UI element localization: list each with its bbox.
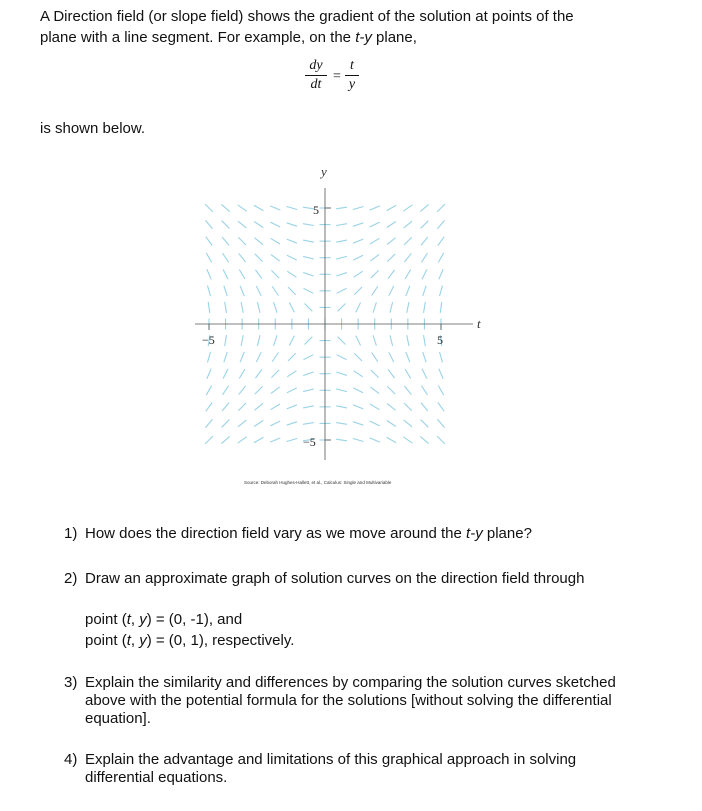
slope-segment — [423, 352, 426, 362]
slope-segment — [238, 237, 246, 245]
question-3-text: Explain the similarity and differences by comparing the solution curves sketched above with the potential formula for the solutions [without solving the differential equation]. — [85, 674, 616, 727]
slope-segment — [336, 439, 347, 441]
slope-segment — [437, 436, 445, 444]
slope-segment — [387, 386, 395, 394]
slope-segment — [370, 404, 379, 410]
slope-segment — [274, 335, 277, 345]
slope-segment — [389, 286, 394, 296]
slope-segment — [205, 204, 213, 212]
slope-segment — [254, 222, 263, 228]
point-2 — [85, 632, 294, 649]
slope-segment — [274, 302, 277, 312]
slope-segment — [421, 253, 427, 262]
y-axis-label: y — [321, 164, 327, 179]
slope-segment — [238, 420, 246, 427]
slope-segment — [287, 239, 297, 243]
slope-segment — [407, 335, 409, 346]
slope-segment — [370, 222, 380, 227]
slope-segment — [205, 436, 213, 444]
intro-line-2-suffix: plane, — [371, 29, 417, 46]
slope-segment — [256, 352, 261, 362]
slope-segment — [240, 352, 244, 362]
point-1-t: t — [126, 611, 131, 628]
slope-segment — [287, 271, 296, 277]
direction-field — [185, 160, 505, 480]
t-tick-label-neg: −5 — [202, 333, 215, 347]
slope-segment — [287, 223, 297, 226]
fraction-t-y — [345, 58, 359, 93]
slope-segment — [439, 286, 442, 297]
slope-segment — [303, 224, 314, 226]
y-tick-label-pos: 5 — [313, 203, 319, 217]
point-1-y: y — [139, 611, 147, 628]
slope-segment — [205, 220, 212, 228]
slope-segment — [421, 386, 427, 395]
slope-segment — [222, 221, 230, 229]
slope-segment — [387, 222, 396, 228]
point-2-y: y — [139, 632, 147, 649]
slope-segment — [338, 304, 346, 312]
slope-segment — [270, 206, 280, 210]
point-1-comma: , — [130, 611, 140, 628]
slope-segment — [257, 302, 260, 313]
slope-segment — [336, 423, 347, 425]
slope-segment — [223, 269, 228, 279]
slope-segment — [370, 254, 379, 261]
slope-segment — [287, 388, 297, 393]
slope-segment — [303, 273, 313, 276]
slope-segment — [404, 403, 412, 411]
slope-segment — [404, 420, 412, 427]
slope-segment — [438, 253, 443, 263]
slope-segment — [271, 370, 279, 378]
slope-segment — [403, 205, 412, 211]
slope-segment — [238, 403, 246, 411]
slope-segment — [354, 353, 362, 361]
slope-segment — [422, 369, 427, 379]
slope-segment — [305, 304, 313, 312]
slope-segment — [424, 335, 426, 346]
slope-segment — [271, 254, 280, 261]
slope-segment — [356, 303, 361, 313]
slope-segment — [387, 420, 396, 426]
point-1-suffix: ) = (0, -1), and — [146, 611, 243, 628]
slope-segment — [353, 438, 364, 441]
point-1 — [85, 611, 242, 628]
slope-segment — [254, 420, 263, 426]
slope-segment — [271, 387, 280, 394]
slope-segment — [406, 352, 410, 362]
slope-segment — [241, 302, 243, 313]
question-3-number: 3) — [64, 674, 78, 691]
slope-segment — [336, 389, 347, 392]
slope-segment — [255, 386, 263, 394]
slope-segment — [353, 422, 363, 425]
t-axis-label: t — [477, 316, 481, 331]
slope-segment — [239, 386, 246, 395]
slope-segment — [437, 220, 444, 228]
slope-segment — [371, 270, 379, 278]
slope-segment — [254, 205, 264, 210]
slope-segment — [256, 286, 261, 296]
slope-segment — [370, 438, 380, 442]
slope-segment — [406, 286, 410, 296]
slope-segment — [370, 421, 380, 426]
slope-segment — [353, 405, 363, 409]
slope-segment — [240, 286, 244, 296]
fraction-bar-left — [305, 75, 327, 76]
point-2-prefix: point ( — [85, 632, 127, 649]
slope-segment — [239, 270, 245, 279]
slope-segment — [387, 238, 396, 245]
fraction-bar-right — [345, 75, 359, 76]
slope-segment — [288, 287, 296, 295]
slope-segment — [407, 302, 409, 313]
slope-segment — [271, 404, 280, 410]
slope-segment — [387, 437, 397, 442]
slope-segment — [205, 419, 212, 427]
slope-segment — [390, 335, 393, 346]
slope-segment — [337, 355, 347, 360]
slope-segment — [337, 288, 347, 293]
slope-segment — [238, 437, 247, 443]
question-1-prefix: How does the direction field vary as we move around the — [85, 525, 467, 542]
point-1-prefix: point ( — [85, 611, 127, 628]
slope-segment — [287, 206, 298, 209]
slope-segment — [424, 302, 426, 313]
equals-sign: = — [333, 69, 341, 84]
slope-segment — [208, 302, 210, 313]
slope-segment — [336, 224, 347, 226]
slope-segment — [389, 352, 394, 362]
slope-segment — [225, 302, 227, 313]
slope-segment — [356, 336, 361, 346]
slope-segment — [303, 423, 314, 425]
question-1-text — [85, 525, 645, 543]
slope-segment — [438, 402, 444, 411]
slope-segment — [206, 237, 212, 246]
slope-segment — [353, 206, 364, 209]
slope-segment — [370, 206, 380, 210]
slope-segment — [255, 270, 262, 279]
slope-segment — [241, 335, 243, 346]
slope-segment — [304, 355, 314, 360]
slope-segment — [239, 253, 246, 262]
slope-segment — [420, 204, 428, 211]
question-1-var: t-y — [466, 525, 483, 542]
slope-segment — [207, 269, 211, 279]
question-4-number: 4) — [64, 751, 78, 768]
slope-segment — [239, 369, 245, 378]
slope-segment — [304, 288, 314, 293]
slope-segment — [287, 371, 296, 377]
slope-segment — [287, 422, 297, 425]
slope-segment — [370, 238, 379, 244]
slope-segment — [421, 403, 428, 411]
slope-segment — [404, 221, 412, 228]
slope-segment — [288, 353, 296, 361]
slope-segment — [387, 254, 395, 262]
slope-segment — [371, 370, 379, 378]
intro-line-2-prefix: plane with a line segment. For example, on the — [40, 29, 356, 46]
slope-segment — [338, 337, 346, 345]
slope-segment — [439, 369, 443, 379]
slope-segment — [272, 353, 278, 362]
slope-segment — [354, 371, 363, 377]
denominator-y: y — [348, 77, 356, 92]
slope-segment — [224, 352, 227, 362]
slope-segment — [387, 403, 396, 410]
numerator-dy: dy — [309, 58, 323, 73]
slope-segment — [207, 352, 210, 363]
y-tick-label-neg: −5 — [303, 435, 316, 449]
slope-segment — [254, 437, 264, 442]
slope-segment — [354, 287, 362, 295]
slope-segment — [423, 286, 426, 296]
question-2-number: 2) — [64, 570, 78, 587]
question-1-suffix: plane? — [482, 525, 532, 542]
slope-segment — [372, 353, 378, 362]
slope-segment — [303, 372, 313, 375]
slope-segment — [388, 369, 395, 378]
slope-segment — [373, 335, 376, 345]
point-2-suffix: ) = (0, 1), respectively. — [146, 632, 295, 649]
slope-segment — [206, 386, 211, 396]
slope-segment — [336, 372, 346, 375]
slope-segment — [303, 406, 314, 408]
slope-segment — [390, 302, 393, 313]
question-1-number: 1) — [64, 525, 78, 542]
slope-segment — [354, 271, 363, 277]
slope-segment — [387, 205, 397, 210]
slope-segment — [222, 237, 229, 245]
t-tick-label-pos: 5 — [437, 333, 443, 347]
slope-segment — [207, 369, 211, 379]
slope-segment — [223, 253, 229, 262]
slope-segment — [388, 270, 395, 279]
slope-segment — [404, 253, 411, 262]
slope-segment — [336, 406, 347, 408]
slope-segment — [303, 256, 314, 259]
denominator-dt: dt — [310, 77, 322, 92]
slope-segment — [438, 237, 444, 246]
slope-segment — [270, 421, 280, 426]
intro-line-1: A Direction field (or slope field) shows the gradient of the solution at points of the — [40, 8, 574, 25]
slope-segment — [255, 369, 262, 378]
slope-segment — [421, 221, 429, 229]
slope-segment — [405, 270, 411, 279]
question-2-text: Draw an approximate graph of solution curves on the direction field through — [85, 570, 585, 587]
slope-segment — [238, 205, 247, 211]
slope-segment — [221, 204, 229, 211]
slope-segment — [440, 302, 442, 313]
slope-segment — [272, 286, 278, 295]
intro-line-2-var: t-y — [355, 29, 372, 46]
slope-segment — [437, 204, 445, 212]
slope-segment — [422, 269, 427, 279]
slope-segment — [353, 388, 363, 393]
slope-segment — [421, 420, 429, 428]
slope-segment — [289, 303, 294, 313]
slope-segment — [404, 237, 412, 245]
slope-segment — [370, 387, 379, 394]
question-2-points — [85, 609, 294, 651]
slope-segment — [336, 256, 347, 259]
slope-segment — [255, 254, 263, 262]
slope-segment — [221, 436, 229, 443]
slope-segment — [439, 269, 443, 279]
slope-segment — [421, 237, 428, 245]
slope-segment — [305, 337, 313, 345]
slope-segment — [336, 240, 347, 242]
slope-segment — [206, 402, 212, 411]
slope-segment — [372, 286, 378, 295]
slope-segment — [206, 253, 211, 263]
slope-segment — [271, 270, 279, 278]
slope-segment — [223, 386, 229, 395]
slope-segment — [270, 222, 280, 227]
point-2-t: t — [126, 632, 131, 649]
slope-segment — [353, 239, 363, 243]
point-2-comma: , — [130, 632, 140, 649]
slope-segment — [438, 386, 443, 396]
intro-paragraph — [40, 6, 670, 48]
slope-segment — [405, 369, 411, 378]
slope-segment — [336, 207, 347, 209]
slope-segment — [353, 255, 363, 260]
slope-segment — [404, 386, 411, 395]
slope-segment — [222, 403, 229, 411]
slope-segment — [353, 223, 363, 226]
slope-segment — [270, 438, 280, 442]
slope-segment — [287, 438, 298, 441]
numerator-t: t — [350, 58, 354, 73]
slope-segment — [403, 437, 412, 443]
slope-segment — [207, 286, 210, 297]
slope-segment — [303, 389, 314, 392]
slope-segment — [289, 336, 294, 346]
slope-segment — [303, 240, 314, 242]
fraction-dy-dt — [305, 58, 327, 93]
slope-segment — [257, 335, 260, 346]
slope-segment — [224, 286, 227, 296]
slope-segment — [254, 238, 263, 245]
question-4-text: Explain the advantage and limitations of this graphical approach in solving differential equations. — [85, 751, 577, 786]
slope-segment — [238, 221, 246, 228]
slope-segment — [222, 420, 230, 428]
shown-below-text: is shown below. — [40, 120, 146, 137]
slope-segment — [254, 403, 263, 410]
slope-segment — [271, 238, 280, 244]
source-credit: Source: Deborah Hughes-Hallett, et al., Calculus: Single and Multivariable — [244, 480, 392, 485]
slope-segment — [225, 335, 227, 346]
slope-segment — [223, 369, 228, 379]
slope-segment — [420, 436, 428, 443]
slope-segment — [439, 352, 442, 363]
slope-segment — [336, 273, 346, 276]
slope-segment — [287, 405, 297, 409]
slope-segment — [437, 419, 444, 427]
slope-segment — [373, 302, 376, 312]
slope-segment — [287, 255, 297, 260]
